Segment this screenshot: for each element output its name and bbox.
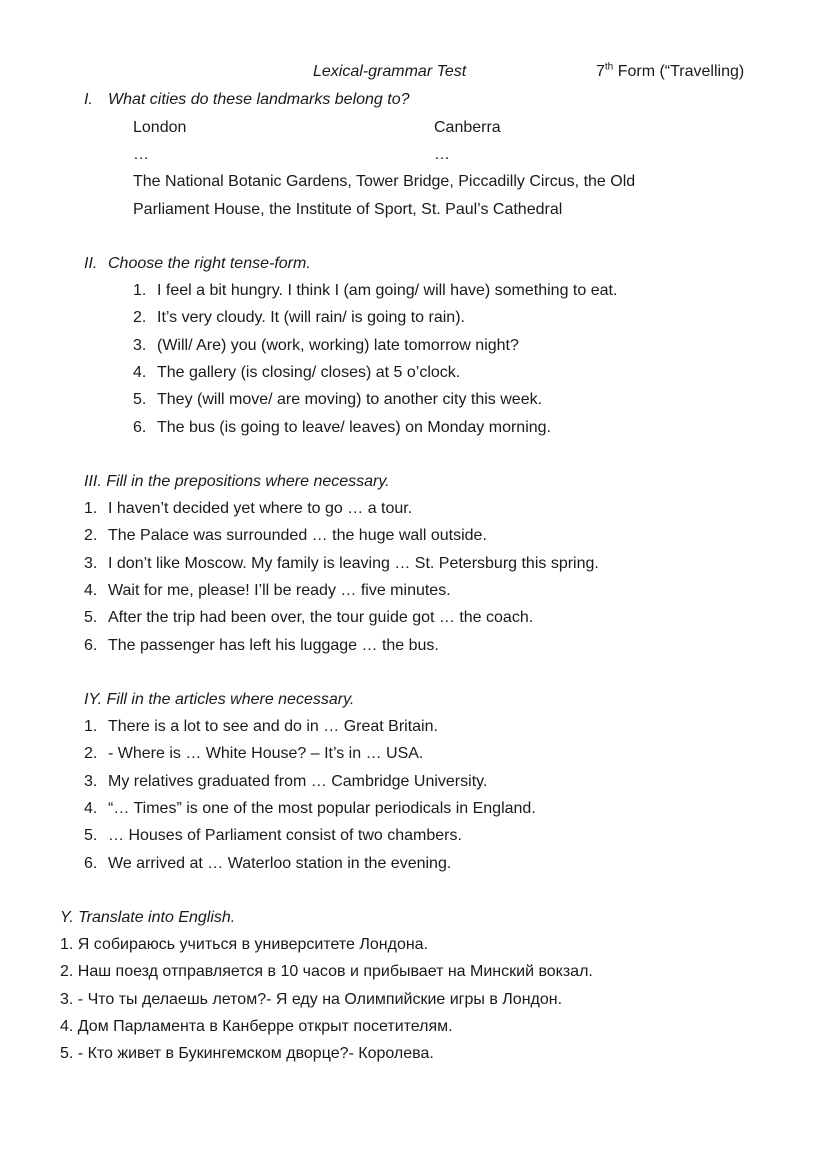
section3-item-number: 4. [84, 581, 98, 599]
section2-heading: Choose the right tense-form. [108, 255, 311, 272]
section3-item: After the trip had been over, the tour guide got … the coach. [108, 609, 534, 627]
section4-item: - Where is … White House? – It’s in … USA. [108, 745, 424, 763]
section3-item-number: 6. [84, 636, 98, 654]
london-blank: … [133, 146, 149, 163]
form-topic: Form (“Travelling) [613, 63, 745, 80]
section3-item: I don’t like Moscow. My family is leaving … St. Petersburg this spring. [108, 554, 599, 572]
section4-heading: IY. Fill in the articles where necessary. [84, 691, 355, 708]
section4-item: There is a lot to see and do in … Great Britain. [108, 718, 438, 735]
section2-item-number: 4. [133, 363, 147, 381]
section2-item: The gallery (is closing/ closes) at 5 o’clock. [157, 363, 461, 381]
section2-item-number: 5. [133, 391, 147, 409]
section2-item: (Will/ Are) you (work, working) late tomorrow night? [157, 336, 519, 354]
section2-item: It’s very cloudy. It (will rain/ is going to rain). [157, 309, 465, 327]
canberra-column-label: Canberra [434, 119, 501, 136]
section2-item: The bus (is going to leave/ leaves) on Monday morning. [157, 418, 551, 436]
form-number: 7 [596, 63, 605, 80]
section4-item: “… Times” is one of the most popular periodicals in England. [108, 799, 536, 817]
section2-item: I feel a bit hungry. I think I (am going/ will have) something to eat. [157, 282, 618, 299]
london-column-label: London [133, 119, 187, 136]
section1-heading: What cities do these landmarks belong to? [108, 91, 410, 108]
section3-item-number: 1. [84, 500, 98, 517]
section5-heading: Y. Translate into English. [60, 909, 236, 926]
section3-item-number: 5. [84, 609, 98, 627]
section4-item: … Houses of Parliament consist of two chambers. [108, 827, 462, 845]
section2-item-number: 6. [133, 418, 147, 436]
section2-item-number: 3. [133, 336, 147, 354]
landmarks-line-2: Parliament House, the Institute of Sport, St. Paul’s Cathedral [133, 201, 563, 218]
section4-item-number: 6. [84, 854, 98, 872]
section3-heading: III. Fill in the prepositions where necessary. [84, 473, 390, 490]
test-title: Lexical-grammar Test [313, 63, 467, 80]
section2-number: II. [84, 255, 98, 272]
section4-item-number: 1. [84, 718, 98, 735]
section5-item: 1. Я собираюсь учиться в университете Лондона. [60, 936, 429, 953]
section3-item: Wait for me, please! I’ll be ready … five minutes. [108, 581, 451, 599]
section5-item: 4. Дом Парламента в Канберре открыт посетителям. [60, 1017, 453, 1035]
section3-item: The passenger has left his luggage … the bus. [108, 636, 439, 654]
section3-item: The Palace was surrounded … the huge wall outside. [108, 527, 487, 545]
section4-item-number: 2. [84, 745, 98, 763]
form-label [596, 62, 744, 82]
section2-item-number: 2. [133, 309, 147, 327]
section2-item-number: 1. [133, 282, 147, 299]
section4-item: My relatives graduated from … Cambridge University. [108, 772, 488, 790]
form-number-suffix: th [604, 61, 614, 73]
section4-item-number: 4. [84, 799, 98, 817]
section1-number: I. [84, 91, 93, 108]
section2-item: They (will move/ are moving) to another city this week. [157, 391, 543, 409]
landmarks-line-1: The National Botanic Gardens, Tower Bridge, Piccadilly Circus, the Old [133, 173, 636, 190]
section4-item: We arrived at … Waterloo station in the evening. [108, 854, 452, 872]
section5-item: 3. - Что ты делаешь летом?- Я еду на Олимпийские игры в Лондон. [60, 990, 563, 1008]
section4-item-number: 5. [84, 827, 98, 845]
section5-item: 5. - Кто живет в Букингемском дворце?- Королева. [60, 1045, 434, 1063]
section3-item-number: 3. [84, 554, 98, 572]
section4-item-number: 3. [84, 772, 98, 790]
section3-item: I haven’t decided yet where to go … a tour. [108, 500, 413, 517]
section3-item-number: 2. [84, 527, 98, 545]
section5-item: 2. Наш поезд отправляется в 10 часов и прибывает на Минский вокзал. [60, 963, 593, 981]
canberra-blank: … [434, 146, 450, 163]
